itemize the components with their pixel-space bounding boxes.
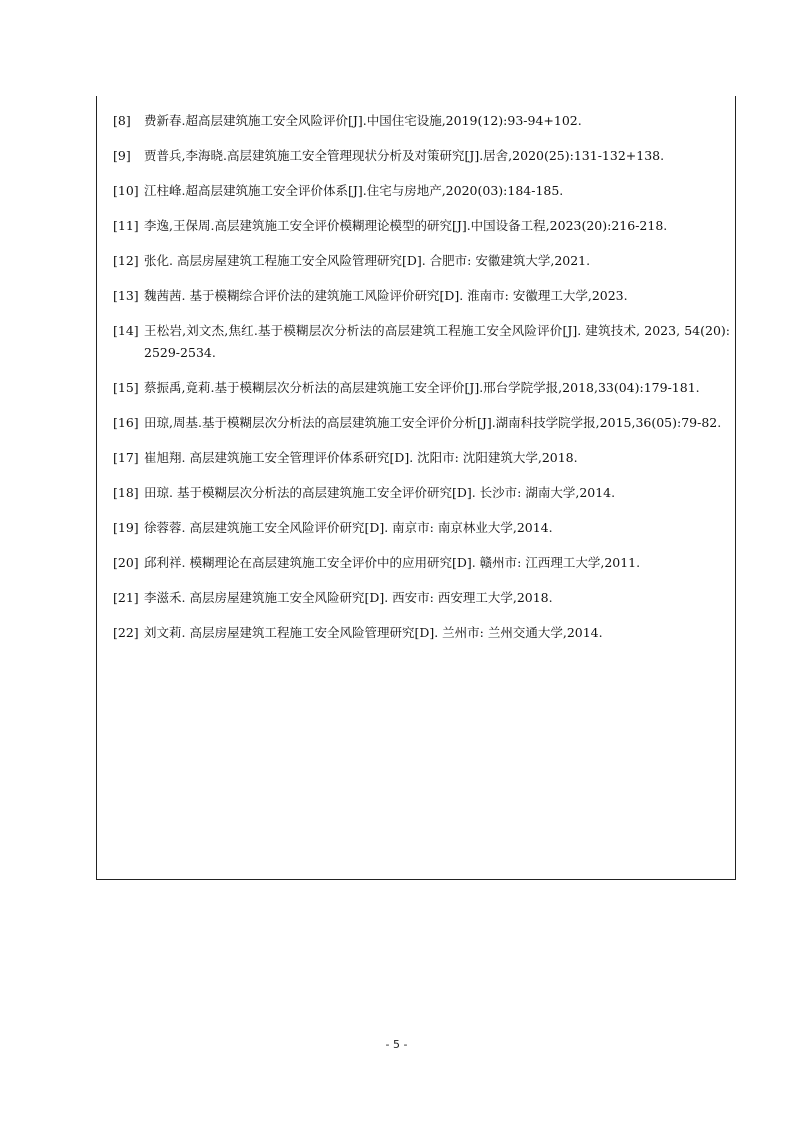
reference-item	[113, 145, 730, 167]
reference-number: [20]	[113, 555, 139, 570]
reference-item	[113, 110, 730, 132]
reference-number: [13]	[113, 288, 139, 303]
reference-list	[113, 110, 730, 657]
reference-item	[113, 552, 730, 574]
reference-text: 魏茜茜. 基于模糊综合评价法的建筑施工风险评价研究[D]. 淮南市: 安徽理工大学,2023.	[144, 288, 628, 303]
reference-number: [9]	[113, 148, 131, 163]
reference-number: [22]	[113, 625, 139, 640]
reference-number: [11]	[113, 218, 139, 233]
reference-number: [15]	[113, 380, 139, 395]
reference-number: [16]	[113, 415, 139, 430]
reference-item	[113, 517, 730, 539]
reference-number: [17]	[113, 450, 139, 465]
reference-number: [21]	[113, 590, 139, 605]
reference-item	[113, 250, 730, 272]
reference-item	[113, 587, 730, 609]
reference-text: 田琼,周基.基于模糊层次分析法的高层建筑施工安全评价分析[J].湖南科技学院学报,2015,36(05):79-82.	[144, 415, 722, 430]
reference-text: 刘文莉. 高层房屋建筑工程施工安全风险管理研究[D]. 兰州市: 兰州交通大学,2014.	[144, 625, 603, 640]
reference-text: 徐蓉蓉. 高层建筑施工安全风险评价研究[D]. 南京市: 南京林业大学,2014.	[144, 520, 553, 535]
reference-text: 费新春.超高层建筑施工安全风险评价[J].中国住宅设施,2019(12):93-94+102.	[144, 113, 582, 128]
reference-item	[113, 180, 730, 202]
reference-text: 李逸,王保周.高层建筑施工安全评价模糊理论模型的研究[J].中国设备工程,2023(20):216-218.	[144, 218, 668, 233]
reference-item	[113, 215, 730, 237]
reference-text: 张化. 高层房屋建筑工程施工安全风险管理研究[D]. 合肥市: 安徽建筑大学,2021.	[144, 253, 591, 268]
reference-number: [14]	[113, 323, 139, 338]
reference-item	[113, 447, 730, 469]
reference-item	[113, 622, 730, 644]
reference-item	[113, 482, 730, 504]
reference-number: [18]	[113, 485, 139, 500]
reference-text: 江柱峰.超高层建筑施工安全评价体系[J].住宅与房地产,2020(03):184-185.	[144, 183, 564, 198]
reference-number: [19]	[113, 520, 139, 535]
reference-text: 贾普兵,李海晓.高层建筑施工安全管理现状分析及对策研究[J].居舍,2020(25):131-132+138.	[144, 148, 665, 163]
reference-item	[113, 412, 730, 434]
reference-text: 李滋禾. 高层房屋建筑施工安全风险研究[D]. 西安市: 西安理工大学,2018.	[144, 590, 553, 605]
reference-text: 崔旭翔. 高层建筑施工安全管理评价体系研究[D]. 沈阳市: 沈阳建筑大学,2018.	[144, 450, 578, 465]
reference-text: 邱利祥. 模糊理论在高层建筑施工安全评价中的应用研究[D]. 赣州市: 江西理工大学,2011.	[144, 555, 641, 570]
reference-item	[113, 285, 730, 307]
reference-item	[113, 377, 730, 399]
reference-text: 田琼. 基于模糊层次分析法的高层建筑施工安全评价研究[D]. 长沙市: 湖南大学,2014.	[144, 485, 616, 500]
reference-text: 蔡振禹,竟莉.基于模糊层次分析法的高层建筑施工安全评价[J].邢台学院学报,2018,33(04):179-181.	[144, 380, 700, 395]
reference-text: 王松岩,刘文杰,焦红.基于模糊层次分析法的高层建筑工程施工安全风险评价[J]. 建筑技术, 2023, 54(20): 2529-2534.	[144, 323, 730, 360]
reference-number: [12]	[113, 253, 139, 268]
reference-number: [8]	[113, 113, 131, 128]
page-number: - 5 -	[385, 1038, 408, 1051]
reference-item	[113, 320, 730, 364]
reference-number: [10]	[113, 183, 139, 198]
